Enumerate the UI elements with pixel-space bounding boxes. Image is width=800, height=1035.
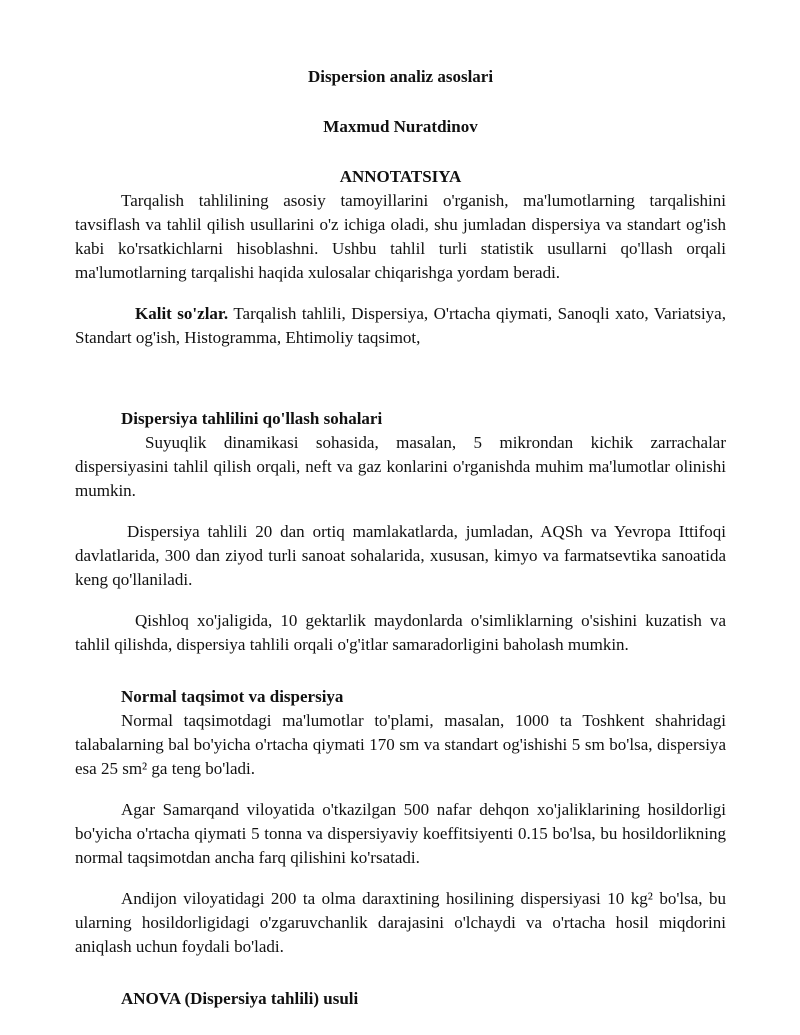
document-title: Dispersion analiz asoslari <box>307 67 494 86</box>
document-body <box>75 65 726 1011</box>
keywords-paragraph <box>75 302 726 350</box>
annotation-text: Tarqalish tahlilining asosiy tamoyillarini o'rganish, ma'lumotlarning tarqalishini tavsiflash va tahlil qilish usullarini o'z ichiga oladi, shu jumladan dispersiya va standart og'ish kabi ko'rsatkichlarni hisoblashni. Ushbu tahlil turli statistik usullarni qo'llash orqali ma'lumotlarning tarqalishi haqida xulosalar chiqarishga yordam beradi. <box>75 191 726 282</box>
keywords-text: Tarqalish tahlili, Dispersiya, O'rtacha qiymati, Sanoqli xato, Variatsiya, Standart og'ish, Histogramma, Ehtimoliy taqsimot, <box>75 304 726 347</box>
paragraph: Dispersiya tahlili 20 dan ortiq mamlakatlarda, jumladan, AQSh va Yevropa Ittifoqi davlatlarida, 300 dan ziyod turli sanoat sohalarida, xususan, kimyo va farmatsevtika sanoatida keng qo'llaniladi. <box>75 522 726 589</box>
paragraph: Agar Samarqand viloyatida o'tkazilgan 500 nafar dehqon xo'jaliklarining hosildorligi bo'yicha o'rtacha qiymati 5 tonna va dispersiyaviy koeffitsiyenti 0.15 bo'lsa, bu hosildorlikning normal taqsimotdan ancha farq qilishini ko'rsatadi. <box>75 800 726 867</box>
paragraph: Suyuqlik dinamikasi sohasida, masalan, 5 mikrondan kichik zarrachalar dispersiyasini tahlil qilish orqali, neft va gaz konlarini o'rganishda muhim ma'lumotlar olinishi mumkin. <box>75 433 726 500</box>
section-heading-anova: ANOVA (Dispersiya tahlili) usuli <box>121 989 359 1008</box>
keywords-label: Kalit so'zlar. <box>135 304 229 323</box>
section-heading-normal-distribution: Normal taqsimot va dispersiya <box>121 687 344 706</box>
paragraph: Andijon viloyatidagi 200 ta olma daraxtining hosilining dispersiyasi 10 kg² bo'lsa, bu ularning hosildorligidagi o'zgaruvchanlik darajasini o'lchaydi va o'rtacha hosil miqdorini aniqlash uchun foydali bo'ladi. <box>75 889 726 956</box>
section-heading-applications: Dispersiya tahlilini qo'llash sohalari <box>121 409 383 428</box>
annotation-heading: ANNOTATSIYA <box>339 167 462 186</box>
paragraph: Normal taqsimotdagi ma'lumotlar to'plami, masalan, 1000 ta Toshkent shahridagi talabalarning bal bo'yicha o'rtacha qiymati 170 sm va standart og'ishishi 5 sm bo'lsa, dispersiya esa 25 sm² ga teng bo'ladi. <box>75 711 726 778</box>
document-author: Maxmud Nuratdinov <box>323 117 478 136</box>
paragraph: Qishloq xo'jaligida, 10 gektarlik maydonlarda o'simliklarning o'sishini kuzatish va tahlil qilishda, dispersiya tahlili orqali o'g'itlar samaradorligini baholash mumkin. <box>75 611 726 654</box>
